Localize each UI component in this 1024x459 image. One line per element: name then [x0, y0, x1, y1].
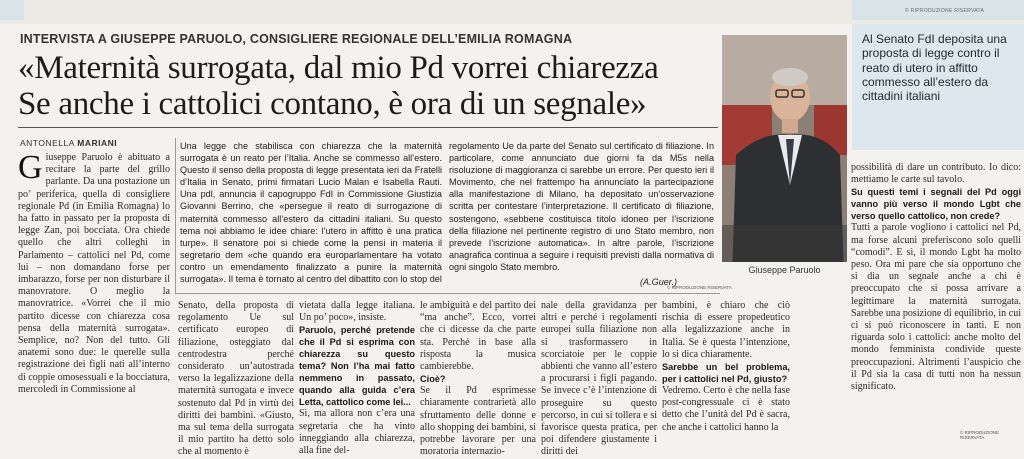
lead-box-signature: (A.Guer.) — [640, 277, 678, 287]
column-7-text-1: possibilità di dare un contributo. Io dico: mettiamo le carte sul tavolo. — [851, 162, 1021, 186]
byline-first-name: ANTONELLA — [20, 138, 75, 148]
column-2-text: Senato, della proposta di regolamento Ue sul certificato europeo di filiazione, osteggiato dal centrodestra perché considerato un’autostrada verso la legalizzazione della maternità surrogata e invece sostenuto dal Pd in virtù dei diritti dei bambini. «Giusto, ma sul tema della surrogata il mio partito ha detto solo che al momento è — [178, 300, 294, 458]
article-column-6 — [662, 300, 790, 440]
question-4: Su questi temi i segnali del Pd oggi vanno più verso il mondo Lgbt che verso quello cattolico, non crede? — [851, 187, 1021, 222]
lead-box-text-1: Una legge che stabilisca con chiarezza che la maternità surrogata è un reato per l’Italia. Anche se commesso all’estero. Questo il senso della proposta di legge presentata ieri da Fratelli d’Italia in Senato, primi firmatari Lucio Malan e Isabella Rauti. Una pdl, annuncia il capogruppo FdI in Commissione Giustizia Giovanni Berrino, che «persegue il reato di surrogazione di maternità commesso all’estero da cittadini italiani. Su questo tema noi abbiamo le idee chiare: l’utero in affitto è una pratica turpe». Il senatore poi si chiede come la pensi in materia il segretario dem «che quando era europarlamentare ha votato contro un emendamento finalizzato a punire la maternità surrogata». Il tema è tornato al centro del dibattito con lo stop del — [180, 141, 442, 285]
column-6-text-2: Vedremo. Certo è che nella fase post-congressuale ci è stato detto che l’unità del Pd è sacra, che anche i cattolici hanno la — [662, 385, 790, 433]
column-1-text: iuseppe Paruolo è abituato a recitare la parte del grillo parlante. Da una postazione un po’ periferica, quella di consigliere regionale Pd (in Emilia Romagna) lo ha fatto in passato per la proposta di legge Zan, poi bocciata. Ora chiede quello che altri colleghi in Parlamento – cattolici nel Pd, come lui – non domandano forse per imbarazzo, forse per non disturbare il manovratore. O meglio la manovratrice. «Vorrei che il mio partito dicesse con chiarezza cosa pensa della maternità surrogata». Semplice, no? Non del tutto. Gli anatemi sono due: le querelle sulla registrazione dei figli nati all’interno di coppie omosessuali e la bocciatura, mercoledì in Commissione al — [18, 152, 170, 395]
column-7-text-2: Tutti a parole vogliono i cattolici nel Pd, ma forse alcuni preferiscono solo quelli “comodi”. E sì, il mondo Lgbt ha molto peso. Ora mi pare che sia opportuno che si dia un segnale anche a chi è preoccupato che si possa arrivare a legittimare la maternità surrogata. Sarebbe una posizione di equilibrio, in cui ci si può riconoscere in tanti. E non riguarda solo i cattolici: anche molto del mondo femminista condivide queste preoccupazioni. Altrimenti l’auspicio che il Pd sia la casa di tutti non ha nessun significato. — [851, 222, 1021, 393]
previous-article-blue-edge — [0, 0, 24, 20]
photo-caption: Giuseppe Paruolo — [722, 262, 847, 278]
sidebar-box-text: Al Senato FdI deposita una proposta di legge contro il reato di utero in affitto commesso all’estero da cittadini italiani — [862, 32, 1007, 104]
kicker: INTERVISTA A GIUSEPPE PARUOLO, CONSIGLIERE REGIONALE DELL’EMILIA ROMAGNA — [20, 32, 573, 46]
question-3: Sarebbe un bel problema, per i cattolici nel Pd, giusto? — [662, 362, 790, 385]
repro-mark-top: © RIPRODUZIONE RISERVATA — [905, 8, 985, 14]
column-4-text-1: le ambiguità e del partito dei “ma anche”. Ecco, vorrei che ci dicesse da che parte sta. Perché in base alla risposta la musica cambierebbe. — [420, 300, 536, 373]
portrait-illustration — [722, 35, 847, 278]
lead-box-column-1 — [180, 140, 442, 286]
article-column-4 — [420, 300, 536, 458]
article-column-3 — [299, 300, 415, 457]
lead-box-text-2: regolamento Ue da parte del Senato sul certificato di filiazione. In particolare, come annunciato due giorni fa da M5s nella risoluzione di maggioranza ci sarebbe un errore. Per questo ieri il Movimento, che nel frattempo ha annunciato la partecipazione alla manifestazione di Milano, ha depositato un’osservazione scritta per contestare l’interpretazione. Il certificato di filiazione, sostengono, «sebbene costituisca titolo idoneo per l’iscrizione della filiazione nel pertinente registro di uno Stato membro, non prevede l’iscrizione automatica». In altre parole, l’iscrizione anagrafica continua a seguire i requisiti previsti dalla normativa di ogni singolo Stato membro. — [449, 141, 714, 272]
repro-mark-bottom: © RIPRODUZIONE RISERVATA — [960, 430, 1000, 440]
headline — [18, 50, 718, 122]
column-4-text-2: Se il Pd esprimesse chiaramente contrarietà allo sfruttamento delle donne e allo shopping dei bambini, si potrebbe lavorare per una moratoria internazio- — [420, 385, 536, 458]
column-6-text-1: bambini, è chiaro che ciò rischia di essere propedeutico alla legalizzazione anche in Italia. Se è questa l’intenzione, lo si dica chiaramente. — [662, 300, 790, 360]
lead-box-column-2 — [449, 140, 714, 274]
column-3-text-2: Sì, ma allora non c’era una segretaria che ha vinto inneggiando alla chiarezza, alla fine del- — [299, 408, 415, 457]
lead-box-bottom-rule — [175, 293, 720, 294]
article-column-5 — [541, 300, 657, 458]
question-2: Cioè? — [420, 374, 446, 385]
byline — [20, 138, 117, 148]
repro-mark-lead: © RIPRODUZIONE RISERVATA — [667, 285, 732, 290]
headline-rule — [18, 127, 718, 128]
article-column-2 — [178, 300, 294, 458]
article-column-1 — [18, 149, 170, 440]
question-1: Paruolo, perché pretende che il Pd si esprima con chiarezza su questo tema? Non l’ha mai fatto nemmeno in passato, quando alla guida c’era Letta, cattolico come lei... — [299, 325, 415, 408]
headline-line-2: Se anche i cattolici contano, è ora di un segnale» — [18, 86, 647, 122]
article-column-7 — [851, 162, 1021, 425]
column-5-text: nale della gravidanza per altri e perché i regolamenti europei sulla filiazione non si trasformassero in scorciatoie per le coppie abbienti che vanno all’estero a procurarsi i figli pagando. Se invece c’è l’intenzione di proseguire su questo percorso, in cui si tollera e si favorisce questa pratica, per poi difendere giustamente i diritti dei — [541, 300, 657, 458]
portrait-photo — [722, 35, 847, 278]
headline-line-1: «Maternità surrogata, dal mio Pd vorrei chiarezza — [18, 50, 659, 86]
byline-last-name: MARIANI — [77, 138, 118, 148]
lead-box-left-rule — [175, 138, 176, 294]
column-3-text-1: vietata dalla legge italiana. Un po’ poco», insiste. — [299, 300, 415, 324]
drop-cap: G — [18, 149, 43, 186]
